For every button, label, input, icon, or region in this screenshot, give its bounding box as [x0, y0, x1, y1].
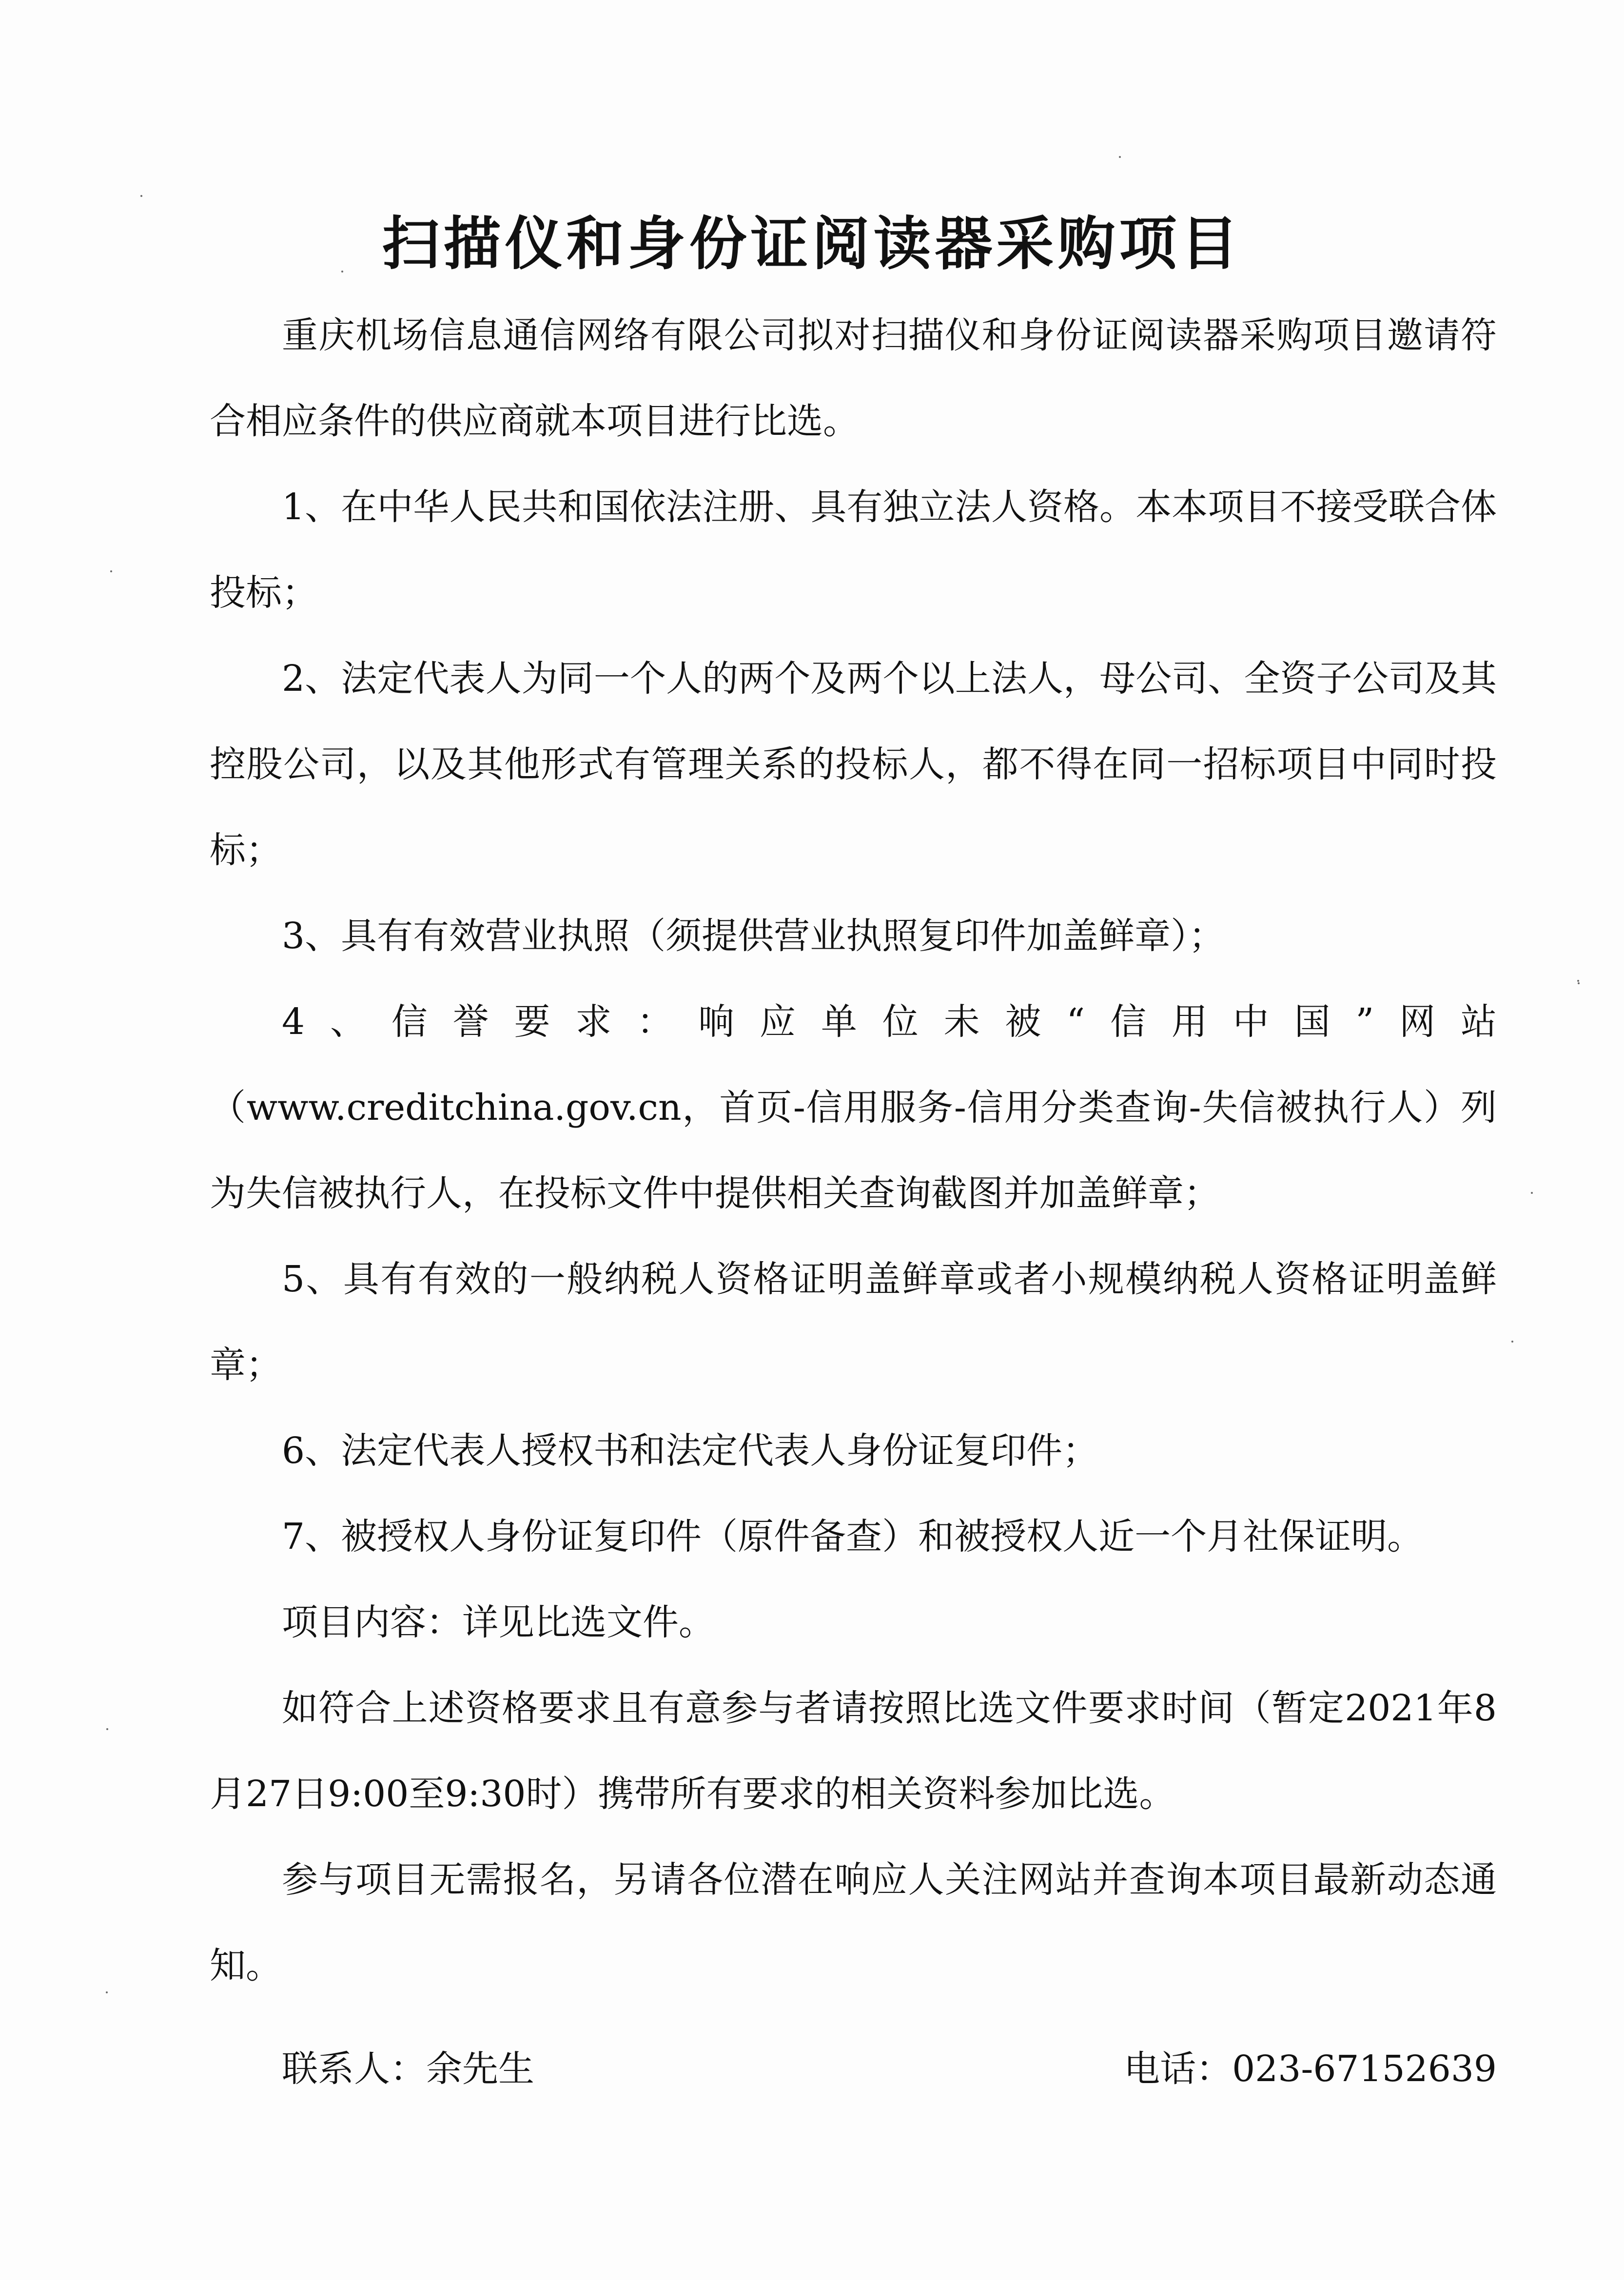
scan-speck: [106, 1991, 108, 1993]
requirement-4: 4、信誉要求：响应单位未被“信用中国”网站（www.creditchina.gov.cn，首页-信用服务-信用分类查询-失信被执行人）列为失信被执行人，在投标文件中提供相关查询截图并加盖鲜章；: [210, 1001, 1497, 1214]
requirement-3: 3、具有有效营业执照（须提供营业执照复印件加盖鲜章）；: [282, 915, 1225, 957]
requirement-2: 2、法定代表人为同一个人的两个及两个以上法人，母公司、全资子公司及其控股公司，以及其他形式有管理关系的投标人，都不得在同一招标项目中同时投标；: [210, 658, 1497, 871]
intro-paragraph: 重庆机场信息通信网络有限公司拟对扫描仪和身份证阅读器采购项目邀请符合相应条件的供应商就本项目进行比选。: [210, 314, 1497, 442]
scan-speck: [110, 570, 112, 572]
document-body: [210, 292, 1497, 2112]
contact-phone: 电话：023-67152639: [1124, 2048, 1497, 2090]
document-title: 扫描仪和身份证阅读器采购项目: [382, 210, 1242, 277]
requirement-1: 1、在中华人民共和国依法注册、具有独立法人资格。本本项目不接受联合体投标；: [210, 486, 1497, 614]
scan-speck: [341, 271, 343, 273]
scan-speck: [140, 195, 142, 197]
scan-speck: [1119, 156, 1121, 158]
requirement-6: 6、法定代表人授权书和法定代表人身份证复印件；: [282, 1430, 1099, 1472]
schedule-paragraph: 如符合上述资格要求且有意参与者请按照比选文件要求时间（暂定2021年8月27日9:00至9:30时）携带所有要求的相关资料参加比选。: [210, 1687, 1497, 1815]
scan-speck: [1511, 1341, 1513, 1343]
contact-row: [210, 2026, 1497, 2112]
requirement-5: 5、具有有效的一般纳税人资格证明盖鲜章或者小规模纳税人资格证明盖鲜章；: [210, 1258, 1497, 1386]
scan-speck: [1578, 982, 1580, 984]
notice-paragraph: 参与项目无需报名，另请各位潜在响应人关注网站并查询本项目最新动态通知。: [210, 1859, 1497, 1987]
scan-speck: [1531, 1192, 1533, 1194]
scan-speck: [1577, 980, 1579, 982]
scan-speck: [106, 1728, 108, 1730]
requirement-7: 7、被授权人身份证复印件（原件备查）和被授权人近一个月社保证明。: [282, 1516, 1424, 1558]
contact-person: 联系人：余先生: [282, 2048, 534, 2090]
project-content-paragraph: 项目内容：详见比选文件。: [282, 1601, 715, 1643]
